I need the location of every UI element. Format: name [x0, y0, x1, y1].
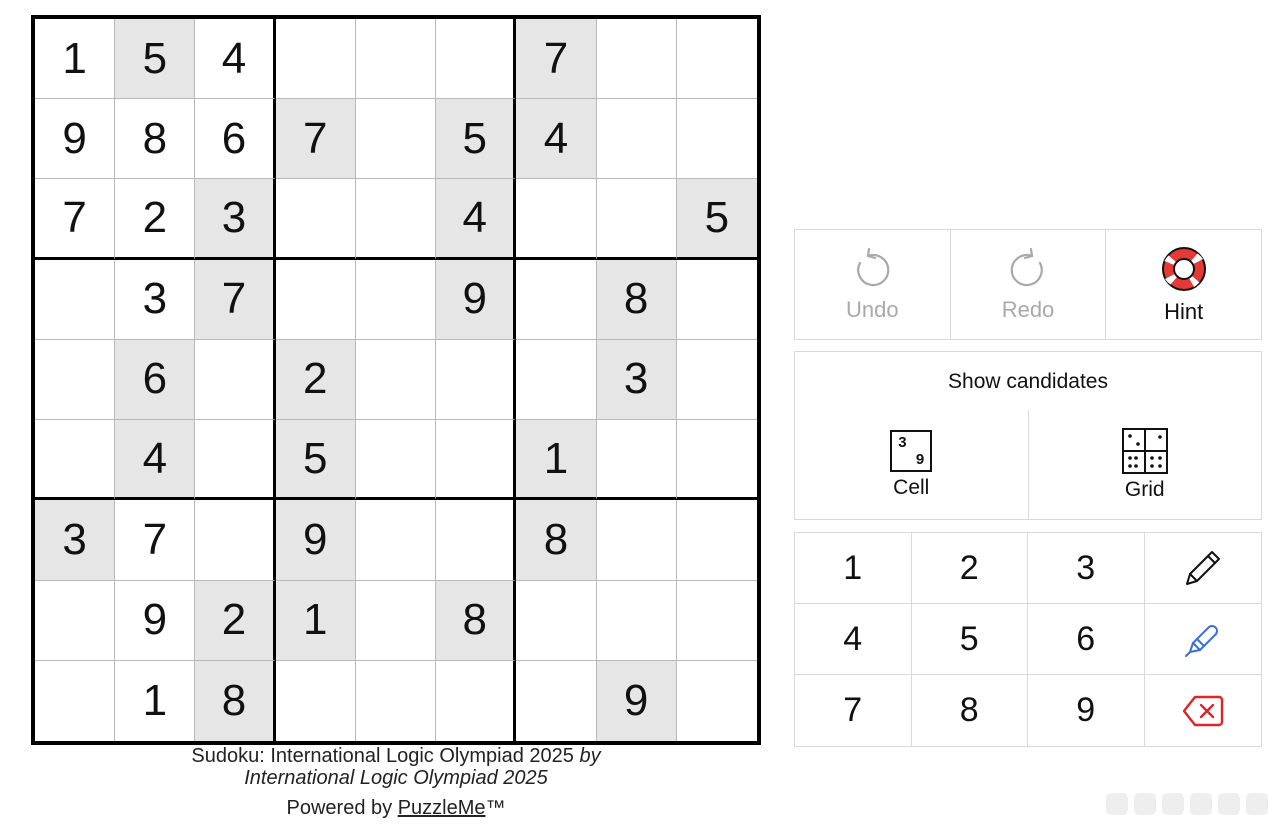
sudoku-cell-r1c5[interactable]: [356, 19, 436, 99]
trademark-symbol: ™: [485, 797, 506, 819]
sudoku-cell-r9c4[interactable]: [276, 661, 356, 741]
sudoku-cell-r1c6[interactable]: [436, 19, 516, 99]
backspace-icon: [1181, 694, 1225, 728]
sudoku-cell-r9c9[interactable]: [677, 661, 757, 741]
redo-label: Redo: [1001, 296, 1055, 322]
sudoku-cell-r5c9[interactable]: [677, 340, 757, 420]
history-toolbar: [794, 229, 1262, 340]
sudoku-cell-r2c8[interactable]: [597, 99, 677, 179]
redo-button[interactable]: [951, 230, 1107, 339]
sudoku-cell-r3c6[interactable]: 4: [436, 179, 516, 259]
show-candidates-grid-button[interactable]: [1029, 410, 1262, 519]
sudoku-cell-r5c7[interactable]: [516, 340, 596, 420]
sudoku-cell-r9c3[interactable]: 8: [195, 661, 275, 741]
undo-label: Undo: [846, 296, 899, 322]
pencil-mode-button[interactable]: [1145, 533, 1262, 604]
sudoku-cell-r7c2[interactable]: 7: [115, 500, 195, 580]
hint-button[interactable]: [1106, 230, 1261, 339]
sudoku-cell-r5c5[interactable]: [356, 340, 436, 420]
sudoku-cell-r2c5[interactable]: [356, 99, 436, 179]
sudoku-cell-r3c1[interactable]: 7: [35, 179, 115, 259]
key-6[interactable]: 6: [1028, 604, 1145, 675]
sudoku-cell-r9c1[interactable]: [35, 661, 115, 741]
sudoku-cell-r3c4[interactable]: [276, 179, 356, 259]
cell-label: Cell: [893, 475, 930, 499]
sudoku-cell-r8c8[interactable]: [597, 581, 677, 661]
sudoku-cell-r3c5[interactable]: [356, 179, 436, 259]
sudoku-cell-r3c9[interactable]: 5: [677, 179, 757, 259]
key-9[interactable]: 9: [1028, 675, 1145, 746]
sudoku-cell-r5c2[interactable]: 6: [115, 340, 195, 420]
grid-candidates-icon: [1122, 428, 1168, 474]
sudoku-cell-r1c2[interactable]: 5: [115, 19, 195, 99]
redo-arrow-icon: [1006, 247, 1050, 291]
sudoku-cell-r2c6[interactable]: 5: [436, 99, 516, 179]
sudoku-grid: [31, 15, 761, 745]
hint-label: Hint: [1164, 298, 1204, 324]
cell-icon-digit-top: 3: [898, 433, 907, 451]
puzzleme-link[interactable]: PuzzleMe: [397, 797, 486, 819]
sudoku-cell-r2c9[interactable]: [677, 99, 757, 179]
cell-candidates-icon: [890, 430, 932, 472]
sudoku-cell-r8c7[interactable]: [516, 581, 596, 661]
sudoku-cell-r1c9[interactable]: [677, 19, 757, 99]
sudoku-cell-r5c1[interactable]: [35, 340, 115, 420]
sudoku-cell-r7c4[interactable]: 9: [276, 500, 356, 580]
puzzle-author: International Logic Olympiad 2025: [244, 767, 548, 789]
sudoku-cell-r3c3[interactable]: 3: [195, 179, 275, 259]
sudoku-cell-r8c9[interactable]: [677, 581, 757, 661]
sudoku-cell-r6c4[interactable]: 5: [276, 420, 356, 500]
sudoku-cell-r6c7[interactable]: 1: [516, 420, 596, 500]
scroll-dot: [1246, 793, 1268, 815]
sudoku-cell-r7c3[interactable]: [195, 500, 275, 580]
pen-mode-button[interactable]: [1145, 604, 1262, 675]
powered-by-text: Powered by: [286, 797, 393, 819]
sudoku-cell-r8c2[interactable]: 9: [115, 581, 195, 661]
sudoku-cell-r4c3[interactable]: 7: [195, 260, 275, 340]
sudoku-cell-r7c8[interactable]: [597, 500, 677, 580]
sudoku-cell-r8c5[interactable]: [356, 581, 436, 661]
sudoku-cell-r1c1[interactable]: 1: [35, 19, 115, 99]
delete-button[interactable]: [1145, 675, 1262, 746]
sudoku-cell-r8c1[interactable]: [35, 581, 115, 661]
grid-label: Grid: [1124, 477, 1165, 501]
sudoku-cell-r7c9[interactable]: [677, 500, 757, 580]
sudoku-cell-r1c8[interactable]: [597, 19, 677, 99]
scroll-dot: [1134, 793, 1156, 815]
credit-title-line: [31, 745, 761, 767]
sudoku-cell-r4c2[interactable]: 3: [115, 260, 195, 340]
by-word: by: [579, 745, 601, 767]
sudoku-cell-r1c7[interactable]: 7: [516, 19, 596, 99]
sudoku-cell-r2c7[interactable]: 4: [516, 99, 596, 179]
sudoku-cell-r4c9[interactable]: [677, 260, 757, 340]
sudoku-cell-r9c7[interactable]: [516, 661, 596, 741]
sudoku-cell-r1c4[interactable]: [276, 19, 356, 99]
key-7[interactable]: 7: [795, 675, 912, 746]
sudoku-cell-r7c1[interactable]: 3: [35, 500, 115, 580]
show-candidates-cell-button[interactable]: [795, 410, 1029, 519]
sudoku-cell-r9c2[interactable]: 1: [115, 661, 195, 741]
key-4[interactable]: 4: [795, 604, 912, 675]
sudoku-cell-r6c1[interactable]: [35, 420, 115, 500]
sudoku-cell-r2c3[interactable]: 6: [195, 99, 275, 179]
sudoku-cell-r2c4[interactable]: 7: [276, 99, 356, 179]
show-candidates-title: Show candidates: [948, 370, 1108, 393]
cell-icon-digit-bottom: 9: [915, 450, 925, 468]
sudoku-cell-r6c2[interactable]: 4: [115, 420, 195, 500]
undo-button[interactable]: [795, 230, 951, 339]
sudoku-cell-r7c6[interactable]: [436, 500, 516, 580]
lifebuoy-icon: [1160, 245, 1208, 293]
sudoku-cell-r3c8[interactable]: [597, 179, 677, 259]
puzzle-title: Sudoku: International Logic Olympiad 2025: [191, 745, 574, 767]
sudoku-cell-r9c6[interactable]: [436, 661, 516, 741]
sudoku-cell-r5c6[interactable]: [436, 340, 516, 420]
sudoku-cell-r3c7[interactable]: [516, 179, 596, 259]
sudoku-cell-r5c8[interactable]: 3: [597, 340, 677, 420]
key-3[interactable]: 3: [1028, 533, 1145, 604]
sudoku-cell-r7c7[interactable]: 8: [516, 500, 596, 580]
scroll-dot: [1218, 793, 1240, 815]
sudoku-cell-r1c3[interactable]: 4: [195, 19, 275, 99]
sudoku-cell-r9c8[interactable]: 9: [597, 661, 677, 741]
sudoku-cell-r4c7[interactable]: [516, 260, 596, 340]
pen-icon: [1181, 617, 1225, 661]
undo-arrow-icon: [850, 247, 894, 291]
key-8[interactable]: 8: [912, 675, 1029, 746]
sudoku-cell-r7c5[interactable]: [356, 500, 436, 580]
scroll-dot: [1106, 793, 1128, 815]
sudoku-cell-r6c6[interactable]: [436, 420, 516, 500]
sudoku-cell-r6c3[interactable]: [195, 420, 275, 500]
sudoku-cell-r5c3[interactable]: [195, 340, 275, 420]
sudoku-cell-r5c4[interactable]: 2: [276, 340, 356, 420]
scroll-indicator: [1092, 792, 1268, 816]
sudoku-cell-r2c1[interactable]: 9: [35, 99, 115, 179]
sudoku-cell-r8c4[interactable]: 1: [276, 581, 356, 661]
show-candidates-panel: [794, 351, 1262, 520]
key-1[interactable]: 1: [795, 533, 912, 604]
sudoku-cell-r8c3[interactable]: 2: [195, 581, 275, 661]
sudoku-cell-r4c1[interactable]: [35, 260, 115, 340]
pencil-icon: [1181, 546, 1225, 590]
sudoku-cell-r3c2[interactable]: 2: [115, 179, 195, 259]
scroll-dot: [1162, 793, 1184, 815]
sudoku-cell-r2c2[interactable]: 8: [115, 99, 195, 179]
puzzle-credits: [31, 745, 761, 819]
sudoku-cell-r9c5[interactable]: [356, 661, 436, 741]
number-keypad: [794, 532, 1262, 747]
key-5[interactable]: 5: [912, 604, 1029, 675]
sudoku-cell-r6c5[interactable]: [356, 420, 436, 500]
scroll-dot: [1190, 793, 1212, 815]
sudoku-cell-r6c8[interactable]: [597, 420, 677, 500]
sudoku-cell-r4c4[interactable]: [276, 260, 356, 340]
sudoku-cell-r4c5[interactable]: [356, 260, 436, 340]
sudoku-cell-r4c8[interactable]: 8: [597, 260, 677, 340]
sudoku-cell-r6c9[interactable]: [677, 420, 757, 500]
sudoku-cell-r8c6[interactable]: 8: [436, 581, 516, 661]
key-2[interactable]: 2: [912, 533, 1029, 604]
sudoku-cell-r4c6[interactable]: 9: [436, 260, 516, 340]
powered-by-line: [31, 797, 761, 819]
